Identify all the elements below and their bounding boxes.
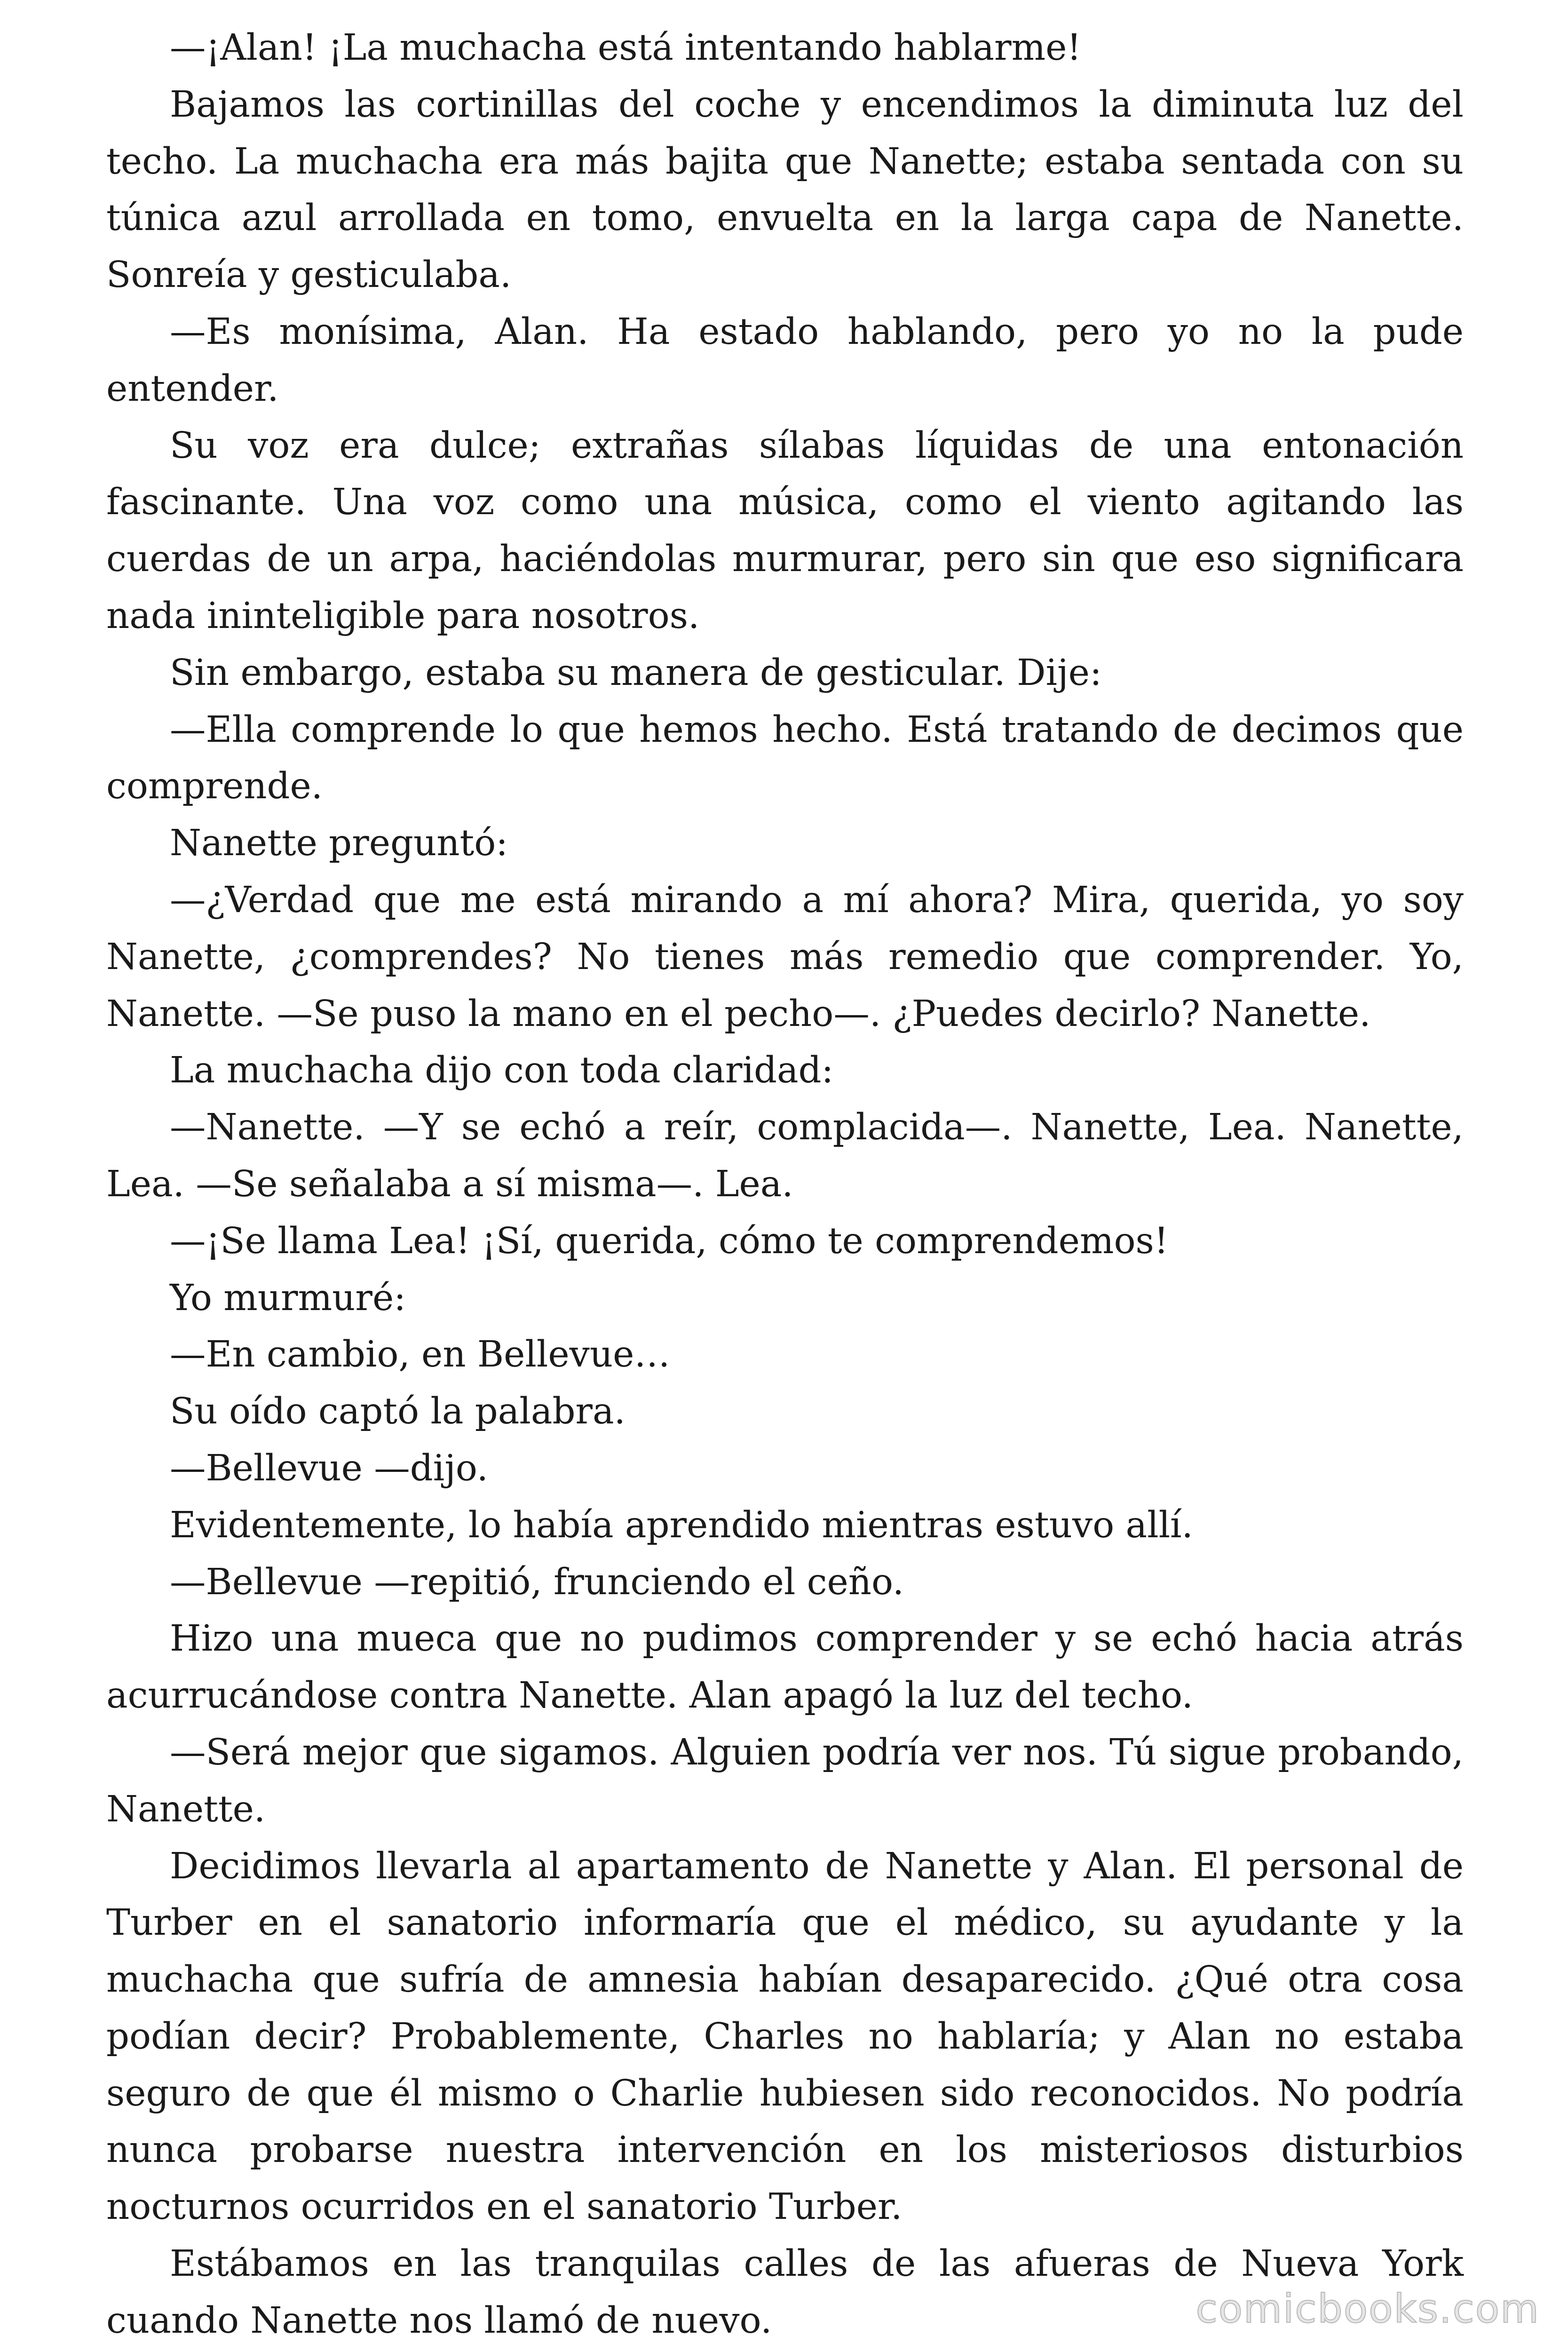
paragraph-5: Sin embargo, estaba su manera de gesticular. Dije:: [170, 652, 1102, 694]
document-page: [106, 20, 1464, 2342]
paragraph-19: —Será mejor que sigamos. Alguien podría ver nos. Tú sigue probando, Nanette.: [106, 1731, 1464, 1830]
paragraph-7: Nanette preguntó:: [170, 822, 508, 865]
paragraph-17: —Bellevue —repitió, frunciendo el ceño.: [170, 1561, 904, 1603]
paragraph-8: —¿Verdad que me está mirando a mí ahora? Mira, querida, yo soy Nanette, ¿comprendes? No tienes más remedio que comprender. Yo, Nanette. —Se puso la mano en el pecho—. ¿Puedes decirlo? Nanette.: [106, 879, 1464, 1035]
paragraph-20: Decidimos llevarla al apartamento de Nanette y Alan. El personal de Turber en el sanatorio informaría que el médico, su ayudante y la muchacha que sufría de amnesia habían desaparecido. ¿Qué otra cosa podían decir? Probablemente, Charles no hablaría; y Alan no estaba seguro de que él mismo o Charlie hubiesen sido reconocidos. No podría nunca probarse nuestra intervención en los misteriosos disturbios nocturnos ocurridos en el sanatorio Turber.: [106, 1845, 1464, 2228]
paragraph-3: —Es monísima, Alan. Ha estado hablando, pero yo no la pude entender.: [106, 310, 1464, 410]
paragraph-16: Evidentemente, lo había aprendido mientras estuvo allí.: [170, 1504, 1193, 1546]
paragraph-4: Su voz era dulce; extrañas sílabas líquidas de una entonación fascinante. Una voz como una música, como el viento agitando las cuerdas de un arpa, haciéndolas murmurar, pero sin que eso significara nada ininteligible para nosotros.: [106, 424, 1464, 637]
paragraph-6: —Ella comprende lo que hemos hecho. Está tratando de decimos que comprende.: [106, 708, 1464, 808]
paragraph-21: Estábamos en las tranquilas calles de las afueras de Nueva York cuando Nanette nos llamó de nuevo.: [106, 2243, 1464, 2342]
paragraph-9: La muchacha dijo con toda claridad:: [170, 1049, 834, 1092]
paragraph-12: Yo murmuré:: [170, 1277, 406, 1319]
paragraph-14: Su oído captó la palabra.: [170, 1391, 626, 1433]
paragraph-11: —¡Se llama Lea! ¡Sí, querida, cómo te comprendemos!: [170, 1220, 1169, 1262]
paragraph-2: Bajamos las cortinillas del coche y encendimos la diminuta luz del techo. La muchacha era más bajita que Nanette; estaba sentada con su túnica azul arrollada en tomo, envuelta en la larga capa de Nanette. Sonreía y gesticulaba.: [106, 83, 1464, 296]
paragraph-10: —Nanette. —Y se echó a reír, complacida—. Nanette, Lea. Nanette, Lea. —Se señalaba a sí misma—. Lea.: [106, 1106, 1464, 1205]
paragraph-15: —Bellevue —dijo.: [170, 1447, 488, 1489]
watermark-text: comicbooks.com: [1196, 2286, 1540, 2332]
paragraph-18: Hizo una mueca que no pudimos comprender y se echó hacia atrás acurrucándose contra Nanette. Alan apagó la luz del techo.: [106, 1618, 1464, 1717]
paragraph-13: —En cambio, en Bellevue…: [170, 1334, 670, 1376]
paragraph-1: —¡Alan! ¡La muchacha está intentando hablarme!: [170, 27, 1082, 69]
